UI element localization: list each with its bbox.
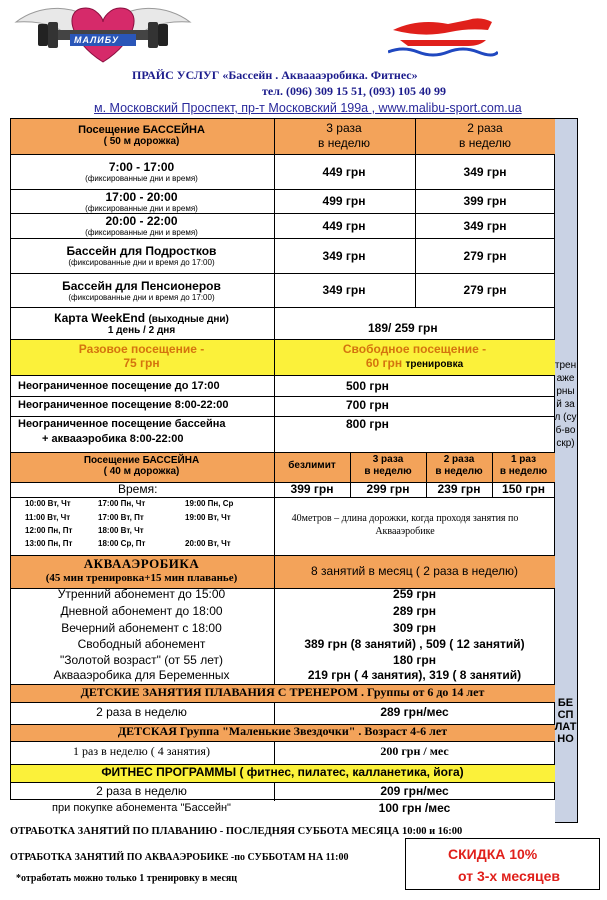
- address-line: м. Московский Проспект, пр-т Московский 199а , www.malibu-sport.com.ua: [94, 101, 522, 115]
- unlimited-name: Неограниченное посещение до 17:00: [18, 380, 220, 392]
- malibu-logo: [8, 0, 198, 68]
- kids-title: ДЕТСКИЕ ЗАНЯТИЯ ПЛАВАНИЯ С ТРЕНЕРОМ . Группы от 6 до 14 лет: [80, 684, 485, 699]
- single-visit-price: 75 грн: [123, 356, 160, 370]
- free-visit-price: 60 грн: [365, 356, 403, 370]
- fitness-row-price: 209 грн/мес: [380, 784, 449, 798]
- free-visit-suffix: тренировка: [405, 359, 464, 370]
- row-name: 7:00 - 17:00: [108, 160, 175, 174]
- pool50-col2-header: 2 раза в неделю: [458, 120, 512, 150]
- pool40-title: Посещение БАССЕЙНА: [83, 455, 200, 466]
- price-3x: 349 грн: [322, 283, 366, 297]
- pool40-note: 40метров – длина дорожки, когда проходя занятия по Аквааэробике: [291, 513, 519, 537]
- row-note: (фиксированные дни и время): [85, 228, 198, 237]
- aqua-row-name: Аквааэробика для Беременных: [53, 667, 230, 682]
- unlimited-price: 700 грн: [346, 398, 389, 412]
- pool50-row: [10, 273, 273, 307]
- schedule-cell: 13:00 Пн, Пт: [25, 539, 73, 548]
- price-2x: 399 грн: [463, 194, 507, 208]
- price-3x: 449 грн: [322, 218, 366, 233]
- schedule-cell: 19:00 Пн, Ср: [185, 499, 234, 508]
- aqua-row-price: 180 грн: [393, 652, 436, 667]
- pool40-sub: ( 40 м дорожка): [103, 466, 180, 477]
- kids-group-name: 1 раз в неделю ( 4 занятия): [73, 744, 210, 758]
- row-note: (фиксированные дни и время до 17:00): [68, 292, 215, 302]
- row-name: Бассейн для Подростков: [66, 244, 217, 258]
- logo-text: МАЛИБУ: [74, 35, 120, 45]
- schedule-cell: 18:00 Вт, Чт: [98, 526, 144, 535]
- pool40-col-2x: 2 раза в неделю: [435, 454, 483, 477]
- single-visit-title: Разовое посещение -: [78, 342, 205, 356]
- pool40-header: [10, 451, 273, 481]
- free-text: БЕСПЛАТНО: [554, 697, 577, 745]
- fitness-title: ФИТНЕС ПРОГРАММЫ ( фитнес, пилатес, калланетика, йога): [101, 765, 464, 779]
- aqua-row-price: 309 грн: [393, 620, 436, 635]
- unlimited-price: 500 грн: [346, 379, 389, 393]
- schedule-cell: 11:00 Вт, Чт: [25, 513, 71, 522]
- schedule-cell: 17:00 Вт, Пт: [98, 513, 144, 522]
- schedule-cell: 10:00 Вт, Чт: [25, 499, 71, 508]
- price-3x: 449 грн: [322, 164, 366, 179]
- single-visit: [10, 338, 273, 374]
- kids-row-price: 289 грн/мес: [380, 705, 449, 719]
- pool40-col-unlimited: безлимит: [288, 460, 336, 471]
- schedule-cell: 20:00 Вт, Чт: [185, 539, 231, 548]
- pool40-col-1x: 1 раз в неделю: [499, 454, 548, 477]
- footer-aqua-rework: ОТРАБОТКА ЗАНЯТИЙ ПО АКВААЭРОБИКЕ -по СУББОТАМ НА 11:00: [10, 852, 349, 863]
- pool50-row: [10, 154, 273, 189]
- aqua-row-price: 259 грн: [393, 586, 436, 601]
- aqua-row-name: Дневной абонемент до 18:00: [60, 603, 223, 618]
- pool40-price: 399 грн: [290, 481, 334, 496]
- free-visit-title: Свободное посещение -: [342, 342, 487, 356]
- pool40-price: 150 грн: [502, 481, 545, 496]
- kids-group-price: 200 грн / мес: [380, 744, 449, 758]
- aqua-sub: (45 мин тренировка+15 мин плаванье): [45, 571, 238, 584]
- gym-vertical-text: тренажерный зал (суб-воскр): [554, 360, 577, 449]
- free-visit: [274, 338, 555, 374]
- weekend-card: [10, 307, 273, 339]
- row-note: (фиксированные дни и время до 17:00): [68, 258, 215, 267]
- row-name: 20:00 - 22:00: [105, 214, 178, 228]
- pool40-price: 299 грн: [366, 481, 410, 496]
- aqua-row-name: Вечерний абонемент с 18:00: [61, 620, 222, 635]
- price-2x: 279 грн: [463, 248, 507, 263]
- unlimited-name: Неограниченное посещение бассейна: [18, 418, 226, 430]
- pool50-row: [10, 213, 273, 238]
- pool40-price: 239 грн: [437, 481, 481, 496]
- aqua-header: [10, 554, 273, 587]
- kids-row-name: 2 раза в неделю: [96, 705, 187, 719]
- aqua-row-price: 289 грн: [393, 603, 436, 618]
- price-3x: 499 грн: [322, 194, 366, 208]
- schedule-cell: 12:00 Пн, Пт: [25, 526, 73, 535]
- fitness-row-name: 2 раза в неделю: [96, 784, 187, 798]
- price-2x: 349 грн: [463, 164, 507, 179]
- fitness-row-price: 100 грн /мес: [378, 801, 451, 815]
- page-title: ПРАЙС УСЛУГ «Бассейн . Акваааэробика. Фитнес»: [132, 68, 418, 82]
- gym-side-column: [555, 118, 578, 823]
- weekend-price: 189/ 259 грн: [368, 321, 438, 335]
- footer-swim-rework: ОТРАБОТКА ЗАНЯТИЙ ПО ПЛАВАНИЮ - ПОСЛЕДНЯЯ СУББОТА МЕСЯЦА 10:00 и 16:00: [10, 826, 463, 837]
- unlimited-name-2: + аквааэробика 8:00-22:00: [42, 433, 184, 445]
- unlimited-price: 800 грн: [346, 417, 389, 431]
- weekend-note: 1 день / 2 дня: [107, 324, 176, 336]
- price-2x: 349 грн: [463, 218, 507, 233]
- swimmer-logo: [388, 10, 498, 60]
- discount-title: СКИДКА 10%: [448, 846, 538, 862]
- row-note: (фиксированные дни и время): [85, 174, 198, 183]
- phones: тел. (096) 309 15 51, (093) 105 40 99: [262, 84, 446, 98]
- footer-note: *отработать можно только 1 тренировку в месяц: [16, 873, 238, 884]
- fitness-row-name: при покупке абонемента "Бассейн": [52, 802, 231, 814]
- aqua-row-name: "Золотой возраст" (от 55 лет): [60, 652, 223, 667]
- pool50-row: [10, 189, 273, 213]
- row-note: (фиксированные дни и время): [85, 203, 198, 213]
- pool50-col3-header: 3 раза в неделю: [317, 120, 371, 150]
- row-name: 17:00 - 20:00: [105, 189, 178, 204]
- unlimited-name: Неограниченное посещение 8:00-22:00: [18, 399, 229, 411]
- aqua-row-name: Утренний абонемент до 15:00: [57, 586, 226, 601]
- schedule-cell: 19:00 Вт, Чт: [185, 513, 231, 522]
- weekend-name: Карта WeekEnd: [54, 310, 146, 325]
- schedule-cell: 17:00 Пн, Чт: [98, 499, 146, 508]
- aqua-title: АКВААЭРОБИКА: [83, 555, 200, 571]
- discount-sub: от 3-х месяцев: [458, 868, 560, 884]
- row-name: Бассейн для Пенсионеров: [62, 278, 221, 293]
- aqua-row-name: Свободный абонемент: [77, 636, 206, 651]
- pool50-sub: ( 50 м дорожка): [103, 136, 180, 147]
- schedule-cell: 18:00 Ср, Пт: [98, 539, 146, 548]
- pool50-row: [10, 238, 273, 273]
- price-2x: 279 грн: [463, 283, 507, 297]
- aqua-row-price: 219 грн ( 4 занятия), 319 ( 8 занятий): [307, 667, 522, 682]
- pool40-col-3x: 3 раза в неделю: [364, 454, 412, 477]
- aqua-right-header: 8 занятий в месяц ( 2 раза в неделю): [311, 563, 518, 578]
- time-label: Время:: [118, 482, 158, 496]
- weekend-name-note: (выходные дни): [148, 313, 229, 325]
- aqua-row-price: 389 грн (8 занятий) , 509 ( 12 занятий): [304, 636, 525, 651]
- pool50-header: [10, 118, 273, 153]
- pool50-title: Посещение БАССЕЙНА: [78, 124, 205, 136]
- kids-group-title: ДЕТСКАЯ Группа "Маленькие Звездочки" . Возраст 4-6 лет: [117, 724, 448, 738]
- price-3x: 349 грн: [322, 248, 366, 263]
